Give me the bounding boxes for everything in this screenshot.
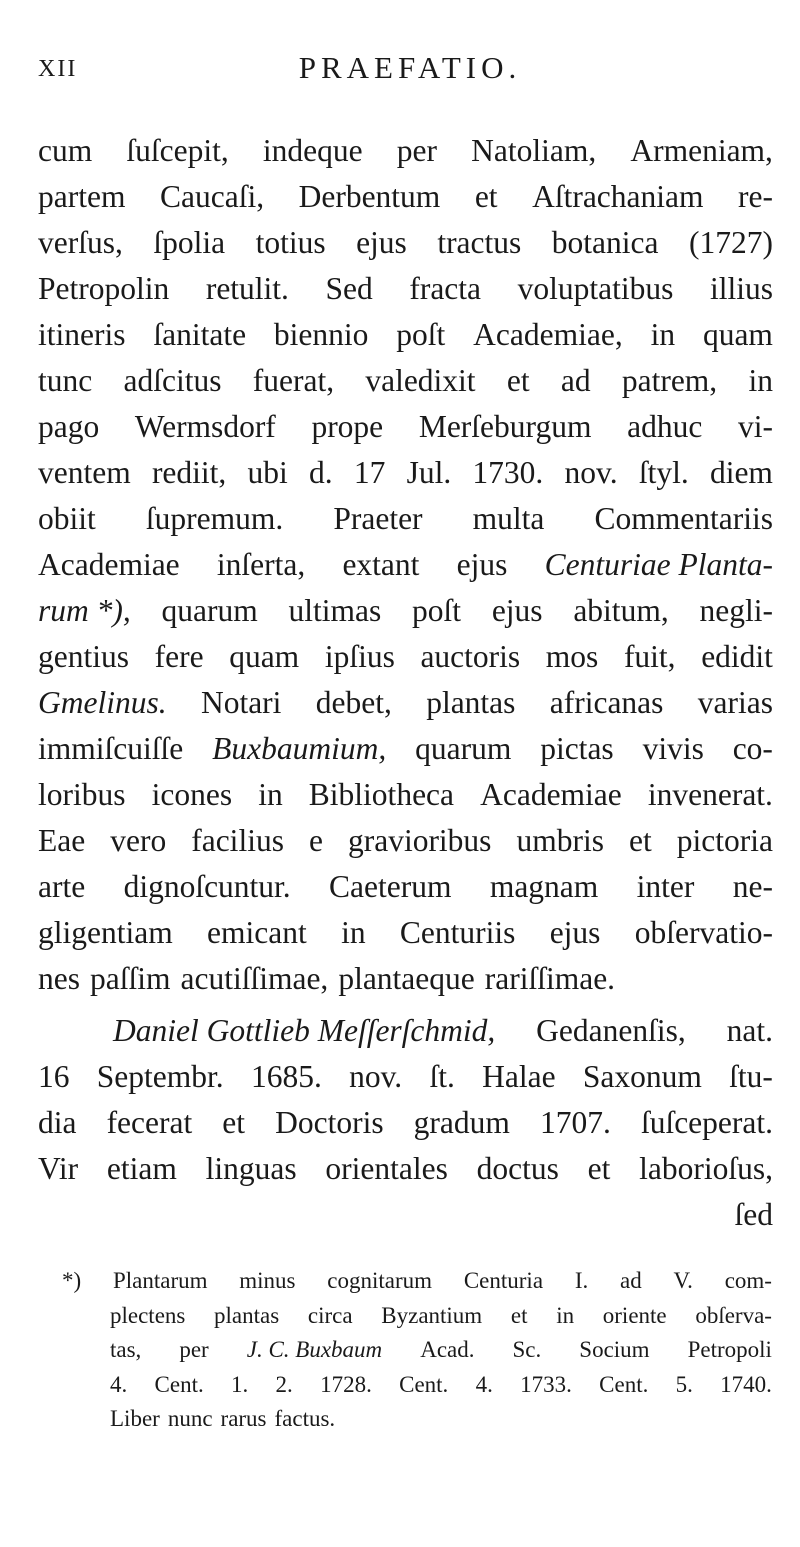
footnote-line: plectens plantas circa Byzantium et in oriente obſerva- — [110, 1302, 772, 1328]
person-name-buxbaumium: Buxbaumium, — [212, 731, 387, 766]
text-line: loribus icones in Bibliotheca Academiae invenerat. — [38, 777, 773, 812]
page-number: XII — [38, 56, 78, 82]
person-name-messerschmid: Daniel Gottlieb Meſſerſchmid, — [113, 1013, 496, 1048]
text-line: pago Wermsdorf prope Merſeburgum adhuc vi- — [38, 409, 773, 444]
text-line: arte dignoſcuntur. Caeterum magnam inter ne- — [38, 869, 773, 904]
text-line: immiſcuiſſe Buxbaumium, quarum pictas vivis co- — [38, 726, 773, 772]
text-line: Daniel Gottlieb Meſſerſchmid, Gedanenſis, nat. — [38, 1008, 773, 1054]
text-line: ventem rediit, ubi d. 17 Jul. 1730. nov. ſtyl. diem — [38, 455, 773, 490]
text-line: verſus, ſpolia totius ejus tractus botanica (1727) — [38, 225, 773, 260]
catchword: ſed — [734, 1197, 773, 1232]
text-line: tunc adſcitus fuerat, valedixit et ad patrem, in — [38, 363, 773, 398]
footnote-line: 4. Cent. 1. 2. 1728. Cent. 4. 1733. Cent. 5. 1740. — [110, 1371, 772, 1397]
text-line: Petropolin retulit. Sed fracta voluptatibus illius — [38, 271, 773, 306]
text-line: Eae vero facilius e gravioribus umbris et pictoria — [38, 823, 773, 858]
running-head: PRAEFATIO. — [298, 50, 522, 85]
footnote-line: Liber nunc rarus factus. — [110, 1406, 336, 1431]
text-line: itineris ſanitate biennio poſt Academiae, in quam — [38, 317, 773, 352]
text-line: partem Caucaſi, Derbentum et Aſtrachaniam re- — [38, 179, 773, 214]
text-line: gligentiam emicant in Centuriis ejus obſervatio- — [38, 915, 773, 950]
paragraph-2 — [38, 1008, 773, 1238]
text-line: nes paſſim acutiſſimae, plantaeque rariſſimae. — [38, 961, 616, 996]
footnote-marker: *) — [62, 1268, 82, 1293]
text-line: 16 Septembr. 1685. nov. ſt. Halae Saxonum ſtu- — [38, 1059, 773, 1094]
text-line: cum ſuſcepit, indeque per Natoliam, Armeniam, — [38, 133, 773, 168]
footnote-line: tas, per J. C. Buxbaum Acad. Sc. Socium Petropoli — [62, 1333, 772, 1368]
text-line: dia fecerat et Doctoris gradum 1707. ſuſceperat. — [38, 1105, 773, 1140]
author-name-buxbaum: J. C. Buxbaum — [246, 1337, 383, 1362]
text-line: Academiae inſerta, extant ejus Centuriae Planta- — [38, 542, 773, 588]
footnote — [62, 1264, 772, 1437]
book-title-centuriae-cont: rum *), — [38, 593, 131, 628]
text-line: Vir etiam linguas orientales doctus et laborioſus, — [38, 1151, 773, 1186]
person-name-gmelinus: Gmelinus. — [38, 685, 167, 720]
text-line: obiit ſupremum. Praeter multa Commentariis — [38, 501, 773, 536]
text-line: Gmelinus. Notari debet, plantas africanas varias — [38, 680, 773, 726]
footnote-line: *) Plantarum minus cognitarum Centuria I. ad V. com- — [62, 1264, 772, 1299]
text-line: gentius fere quam ipſius auctoris mos fuit, edidit — [38, 639, 773, 674]
paragraph-1 — [38, 128, 773, 1002]
page-header — [0, 50, 800, 90]
book-title-centuriae: Centuriae Planta- — [544, 547, 773, 582]
text-line: rum *), quarum ultimas poſt ejus abitum, negli- — [38, 588, 773, 634]
